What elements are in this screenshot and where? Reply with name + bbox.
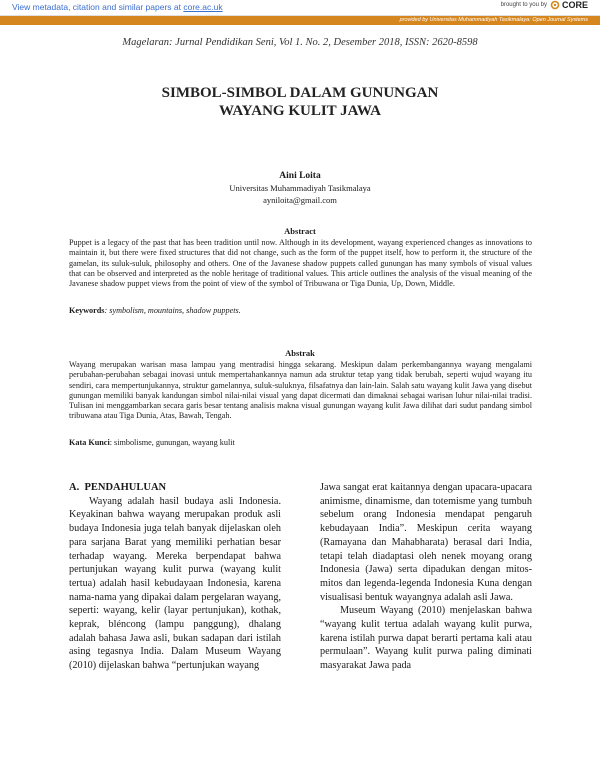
core-brought-by[interactable] (501, 0, 588, 10)
body-column-left (69, 481, 281, 673)
body-paragraph: Jawa sangat erat kaitannya dengan upacara-upacara animisme, dinamisme, dan totemisme yang tumbuh sebelum orang Indonesia mendapat pengaruh kebudayaan India”. Meskipun cerita wayang (Ramayana dan Mahabharata) berasal dari India, tetapi telah diadaptasi oleh nenek moyang orang Indonesia (Jawa) serta dipadukan dengan mitos-mitos dan legenda-legenda Indonesia Kuna dengan visualisasi bentuk wayangnya adalah asli Jawa. (320, 482, 532, 603)
provided-by-text[interactable]: provided by Universitas Muhammadiyah Tasikmalaya: Open Journal Systems (399, 17, 588, 23)
core-metadata-link[interactable]: View metadata, citation and similar papers at core.ac.uk (12, 2, 223, 12)
body-column-right (320, 481, 532, 673)
author-affiliation: Universitas Muhammadiyah Tasikmalaya (229, 183, 371, 193)
paper-title (0, 84, 600, 120)
body-paragraph: Wayang adalah hasil budaya asli Indonesia. Keyakinan bahwa wayang merupakan produk asli budaya Indonesia juga telah banyak dijelaskan oleh para sarjana Barat yang memiliki perhatian besar terhadap wayang. Mereka berpendapat bahwa pertunjukan wayang kulit purwa (wayang kulit tertua) adalah hasil kebudayaan Indonesia, karena nama-nama yang dipakai dalam pergelaran wayang, seperti: wayang, kelir (layar pertunjukan), kothak, keprak, bléncong (lampu panggung), dhalang adalah bahasa Jawa asli, bukan sadapan dari istilah asing tegasnya India. Dalam Museum Wayang (2010) dijelaskan bahwa “pertunjukan wayang (69, 495, 281, 672)
core-logo-icon (550, 0, 560, 10)
body-paragraph: Museum Wayang (2010) menjelaskan bahwa “wayang kulit tertua adalah wayang kulit purwa, karena istilah purwa dapat berarti pertama kali atau permulaan”. Wayang kulit purwa paling diminati masyarakat Jawa pada (320, 605, 532, 672)
core-banner (0, 0, 600, 16)
abstract-id-heading: Abstrak (285, 348, 315, 358)
core-logo-text: CORE (561, 0, 588, 10)
keywords-id: Kata Kunci: simbolisme, gunungan, wayang kulit (69, 438, 235, 447)
author-name: Aini Loita (279, 171, 321, 181)
title-line-2: WAYANG KULIT JAWA (219, 103, 381, 119)
abstract-id-body: Wayang merupakan warisan masa lampau yang mentradisi hingga sekarang. Meskipun dalam perkembangannya wayang mengalami perubahan-perubahan sebagai inovasi untuk mempertahankannya namun ada struktur tetap yang tidak berubah, seperti wujud wayang itu sendiri, cara mempertunjukannya, struktur gamelannya, suluk-suluknya, filsafatnya dan lain-lain. Salah satu wayang kulit Jawa yang disebut gunungan memiliki banyak kandungan simbol nilai-nilai visual yang dapat dicermati dan dimaknai sebagai warisan luhur nilai-nilai tradisi. Tulisan ini menggambarkan secara garis besar tentang analisis makna visual gunungan wayang kulit Jawa dilihat dari sudut pandang simbol tribuwana atau Tiga Dunia, Atas, Bawah, Tengah. (69, 360, 532, 421)
journal-header: Magelaran: Jurnal Pendidikan Seni, Vol 1. No. 2, Desember 2018, ISSN: 2620-8598 (122, 37, 478, 48)
provided-by-bar (0, 16, 600, 25)
brought-by-text: brought to you by (500, 2, 547, 8)
section-heading: A. PENDAHULUAN (69, 482, 167, 493)
core-logo[interactable] (550, 0, 588, 10)
abstract-en-body: Puppet is a legacy of the past that has been tradition until now. Although in its development, wayang experienced changes as innovations to maintain it, but there were fixed structures that did not change, such as the form of the puppet itself, how to perform it, the structure of the gamelan, its suluk-suluk, philosophy and others. One of the Javanese shadow puppets called gunungan has many symbols of visual values that can be observed and interpreted as the noble heritage of traditional values. This article outlines the analysis of the visual meaning of the Javanese shadow puppet views from the point of view of the symbol of Tribuwana or Tiga Dunia, Up, Down, Middle. (69, 238, 532, 289)
title-line-1: SIMBOL-SIMBOL DALAM GUNUNGAN (161, 85, 439, 101)
abstract-en-heading: Abstract (284, 226, 316, 236)
keywords-en: Keywords: symbolism, mountains, shadow puppets. (69, 306, 241, 315)
author-email: ayniloita@gmail.com (263, 195, 337, 205)
